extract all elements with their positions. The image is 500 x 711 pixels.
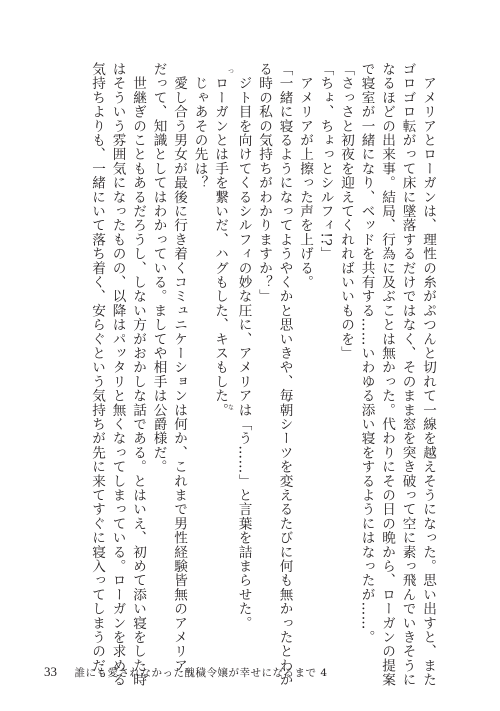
text-line-5: 「さっさと初夜を迎えてくれればいいものを」 bbox=[338, 62, 354, 361]
book-title: 誰にも愛されなかった醜穢令嬢が幸せになるまで 4 bbox=[74, 667, 328, 679]
text-line-12: じゃあその先は？ bbox=[191, 62, 208, 190]
page-number: 33 bbox=[44, 664, 57, 679]
text-line-13: 愛し合う男女が最後に行き着くコミュニケーションは何か、これまで男性経験皆無のアメリア bbox=[171, 62, 187, 673]
ruby-hand-tied bbox=[212, 62, 234, 417]
text-line-2: ゴロゴロ転がって床に墜落するだけではなく、そのまま窓を突き破って空に素っ飛んでいきそうに bbox=[399, 62, 416, 687]
text-line-9: る時の私の気持ちがわかりますか？」 bbox=[256, 62, 272, 304]
text-line-7: アメリアが上擦った声を上げる。 bbox=[297, 62, 313, 290]
text-line-3: なるほどの出来事。結局、行為に及ぶことは無かった。代わりにその日の晩から、ローガンの提案 bbox=[379, 62, 395, 687]
text-line-16: はそういう雰囲気になったものの、以降はパッタリと無くなってしまっている。ローガンを求める bbox=[109, 62, 126, 687]
text-line-8: 「一緒に寝るようになってようやくかと思いきや、毎朝シーツを変えるたびに何も無かったとわか bbox=[276, 62, 293, 687]
text-line-10: ジト目を向けてくるシルフィの妙な圧に、アメリアは「う……」と言葉を詰まらせた。 bbox=[235, 62, 252, 630]
page-footer bbox=[44, 664, 328, 680]
text-line-1: アメリアとローガンは、理性の糸がぷつんと切れて一線を越えそうになった。思い出すと、また bbox=[420, 62, 436, 687]
text-line-4: で寝室が一緒になり、ベッドを共有する……いわゆる添い寝をするようにはなったが……。 bbox=[358, 62, 375, 645]
text-line-17: 気持ちよりも、一緒にいて落ち着く、安らぐという気持ちが先に来てすぐに寝入ってしまうのだ。 bbox=[89, 62, 105, 687]
text-line-11 bbox=[210, 62, 234, 632]
ruby-annotation: つな bbox=[226, 62, 234, 417]
text-line-14: だって、知識としてはわかっている。ましてや相手は公爵様だ。 bbox=[150, 62, 167, 474]
text-line-6: 「ちょ、ちょっとシルフィ!?」 bbox=[317, 62, 334, 261]
text-line-15: 世継ぎのこともあるだろうし、しない方がおかしな話である。とはいえ、初めて添い寝をした時 bbox=[130, 62, 146, 687]
text-line-11-content: ローガンとは手を繋いだ、ハグもした、キスもした。 bbox=[212, 62, 228, 417]
